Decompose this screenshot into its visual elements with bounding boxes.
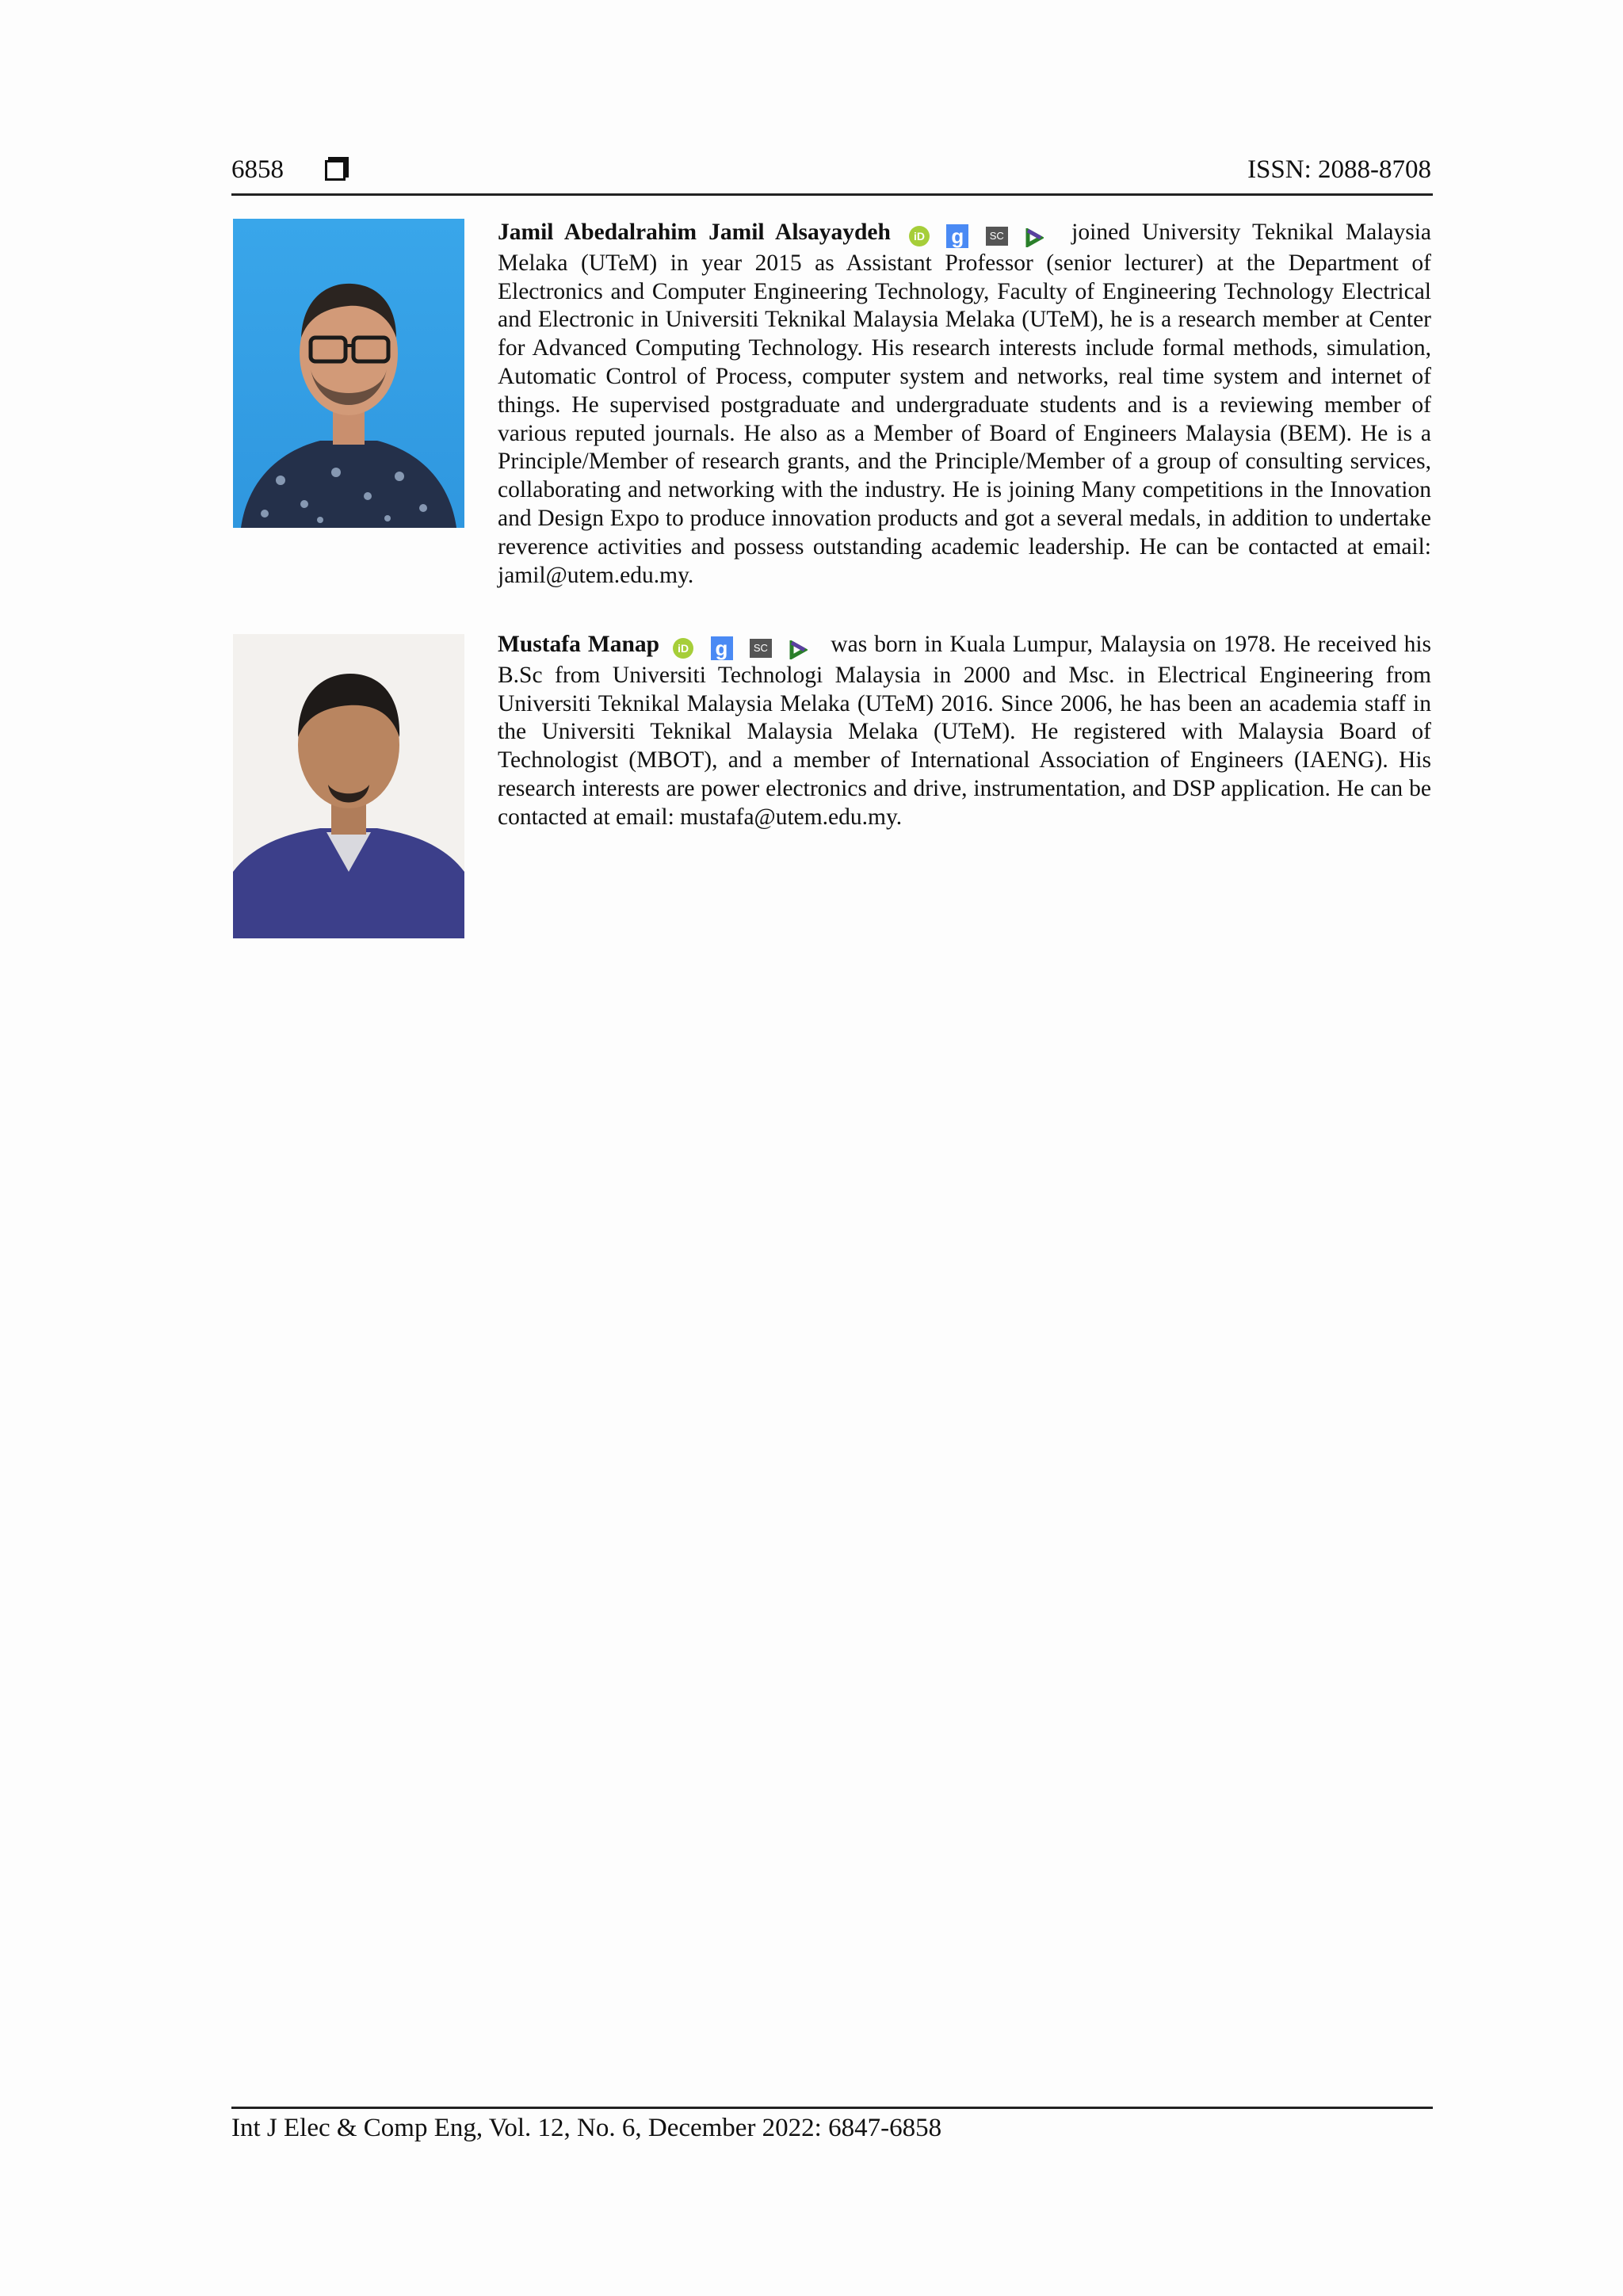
publons-icon[interactable] — [789, 639, 808, 658]
page-number: 6858 — [231, 155, 284, 184]
scopus-icon[interactable]: SC — [750, 639, 772, 658]
google-scholar-icon[interactable] — [946, 224, 968, 248]
orcid-icon[interactable]: iD — [909, 226, 930, 246]
page-footer — [231, 2107, 1433, 2143]
profile-links — [909, 221, 1055, 250]
checkbox-square-icon — [325, 160, 346, 181]
page-header — [231, 152, 1433, 196]
bio-body: was born in Kuala Lumpur, Malaysia on 1978. He received his B.Sc from Universiti Technologi Malaysia in 2000 and Msc. in Electrical Engineering from Universiti Teknikal Malaysia Melaka (UTeM) 2016. Since 2006, he has been an academia staff in the Universiti Teknikal Malaysia Melaka (UTeM). He registered with Malaysia Board of Technologist (MBOT), and a member of International Association of Engineers (IAENG). His research interests are power electronics and drive, instrumentation, and DSP application. He can be contacted at email: mustafa@utem.edu.my. — [498, 632, 1431, 830]
author-photo — [233, 219, 464, 528]
bio-text — [498, 631, 1431, 832]
portrait-image — [233, 634, 464, 938]
bio-body: joined University Teknikal Malaysia Melaka (UTeM) in year 2015 as Assistant Professor (senior lecturer) at the Department of Electronics and Computer Engineering Technology, Faculty of Engineering Technology Electrical and Electronic in Universiti Teknikal Malaysia Melaka (UTeM), he is a research member at Center for Advanced Computing Technology. His research interests include formal methods, simulation, Automatic Control of Process, computer system and networks, real time system and internet of things. He supervised postgraduate and undergraduate students and is a reviewing member of various reputed journals. He also as a Member of Board of Engineers Malaysia (BEM). He is a Principle/Member of research grants, and the Principle/Member of a group of consulting services, collaborating and networking with the industry. He is joining Many competitions in the Innovation and Design Expo to produce innovation products and got a several medals, in addition to undertake reverence activities and possess outstanding academic leadership. He can be contacted at email: jamil@utem.edu.my. — [498, 220, 1432, 588]
bio-text — [498, 219, 1431, 590]
author-name: Mustafa Manap — [498, 632, 660, 657]
publons-icon[interactable] — [1025, 227, 1044, 246]
issn: ISSN: 2088-8708 — [1247, 155, 1431, 184]
scopus-icon[interactable]: SC — [986, 227, 1008, 246]
portrait-image — [233, 219, 464, 528]
profile-links — [673, 633, 819, 662]
orcid-icon[interactable]: iD — [673, 638, 693, 659]
author-photo — [233, 634, 464, 938]
author-name: Jamil Abedalrahim Jamil Alsayaydeh — [498, 220, 891, 245]
google-scholar-icon[interactable] — [711, 636, 733, 660]
journal-citation: Int J Elec & Comp Eng, Vol. 12, No. 6, December 2022: 6847-6858 — [231, 2114, 942, 2142]
